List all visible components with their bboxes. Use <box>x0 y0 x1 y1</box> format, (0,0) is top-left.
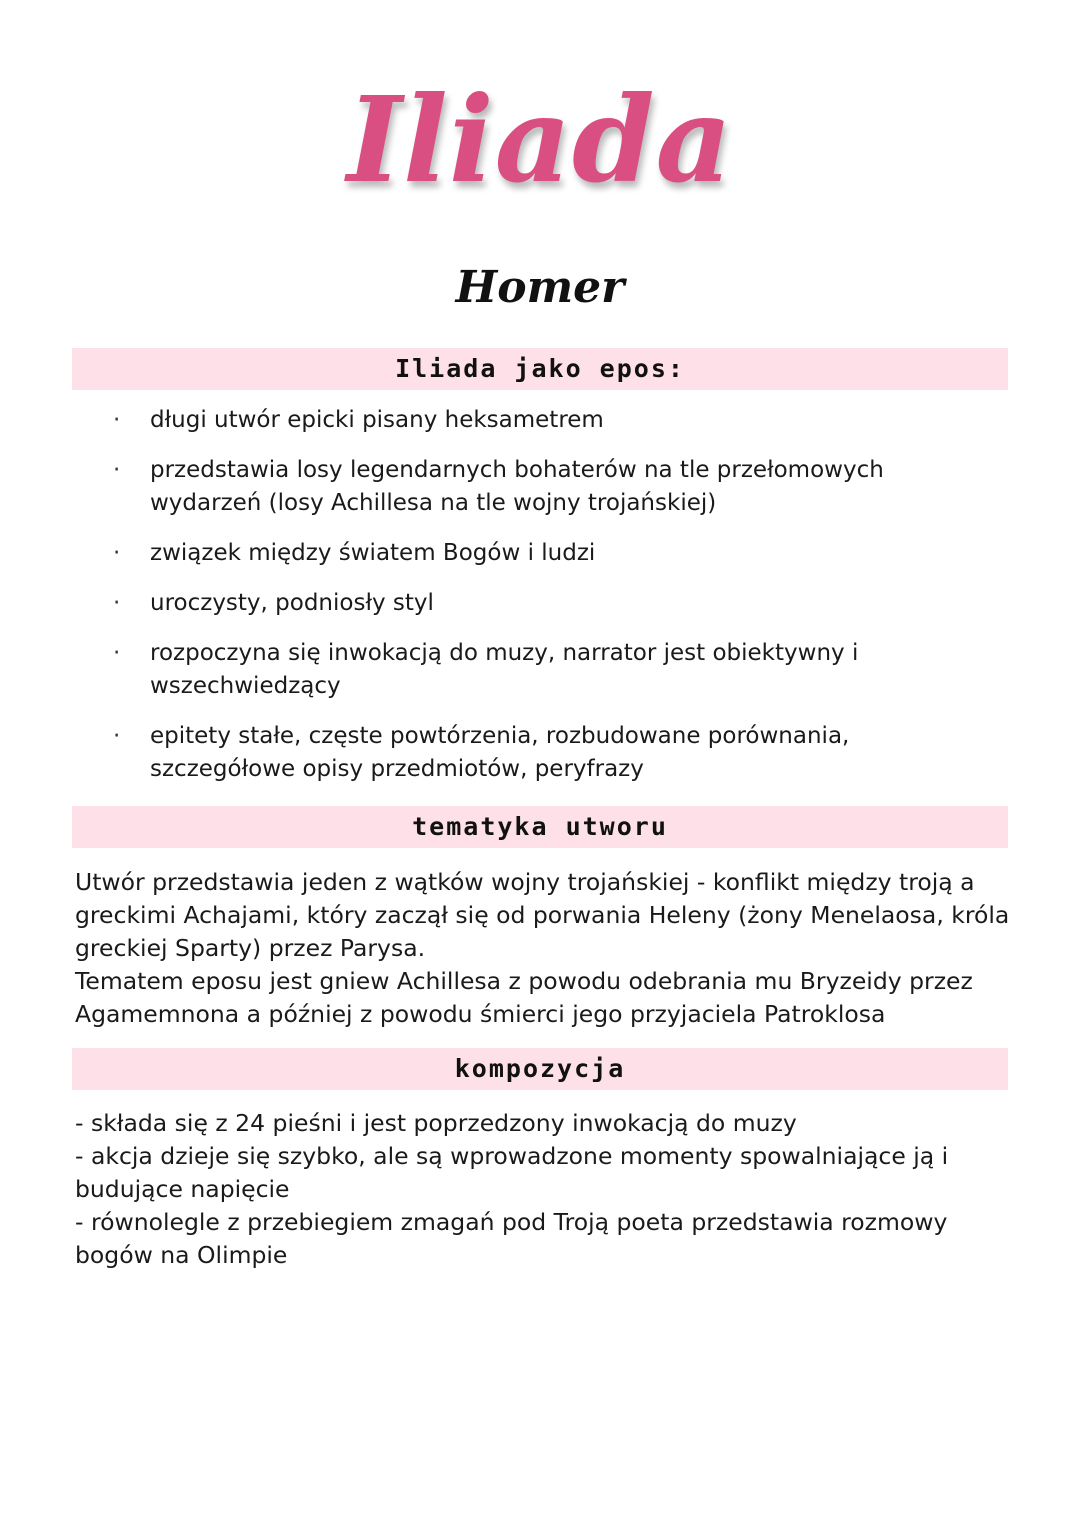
section-heading-kompozycja: kompozycja <box>72 1048 1008 1090</box>
list-item-text: przedstawia losy legendarnych bohaterów na tle przełomowych wydarzeń (losy Achillesa na tle wojny trojańskiej) <box>150 457 884 516</box>
section-heading-tematyka: tematyka utworu <box>72 806 1008 848</box>
list-item <box>0 537 1000 570</box>
list-item-text: epitety stałe, częste powtórzenia, rozbudowane porównania, szczegółowe opisy przedmiotów, peryfrazy <box>150 723 850 782</box>
author-name: Homer <box>455 262 625 313</box>
page-title: Iliada <box>346 70 734 209</box>
section-heading-epos: Iliada jako epos: <box>72 348 1008 390</box>
list-item <box>0 587 1000 620</box>
paragraph: - akcja dzieje się szybko, ale są wprowadzone momenty spowalniające ją i budujące napięcie <box>75 1142 949 1203</box>
list-item <box>0 637 1000 703</box>
list-item <box>0 454 1000 520</box>
bullet-dot-icon: · <box>113 590 121 616</box>
list-item <box>0 720 1000 786</box>
bullet-dot-icon: · <box>113 457 121 483</box>
list-item-text: rozpoczyna się inwokacją do muzy, narrator jest obiektywny i wszechwiedzący <box>150 640 859 699</box>
list-item <box>0 404 1000 437</box>
paragraph: Tematem eposu jest gniew Achillesa z powodu odebrania mu Bryzeidy przez Agamemnona a później z powodu śmierci jego przyjaciela Patroklosa <box>75 967 973 1028</box>
paragraph: Utwór przedstawia jeden z wątków wojny trojańskiej - konflikt między troją a greckimi Achajami, który zaczął się od porwania Heleny (żony Menelaosa, króla greckiej Sparty) przez Parysa. <box>75 868 1010 962</box>
list-item-text: uroczysty, podniosły styl <box>150 590 434 616</box>
bullet-dot-icon: · <box>113 540 121 566</box>
paragraph: - równolegle z przebiegiem zmagań pod Troją poeta przedstawia rozmowy bogów na Olimpie <box>75 1208 948 1269</box>
list-item-text: związek między światem Bogów i ludzi <box>150 540 596 566</box>
bullet-dot-icon: · <box>113 723 121 749</box>
paragraph: - składa się z 24 pieśni i jest poprzedzony inwokacją do muzy <box>75 1109 797 1137</box>
bullet-dot-icon: · <box>113 640 121 666</box>
bullet-dot-icon: · <box>113 407 121 433</box>
list-item-text: długi utwór epicki pisany heksametrem <box>150 407 604 433</box>
kompozycja-text <box>75 1107 1015 1272</box>
epos-bullet-list <box>0 404 1000 803</box>
tematyka-text <box>75 866 1015 1031</box>
